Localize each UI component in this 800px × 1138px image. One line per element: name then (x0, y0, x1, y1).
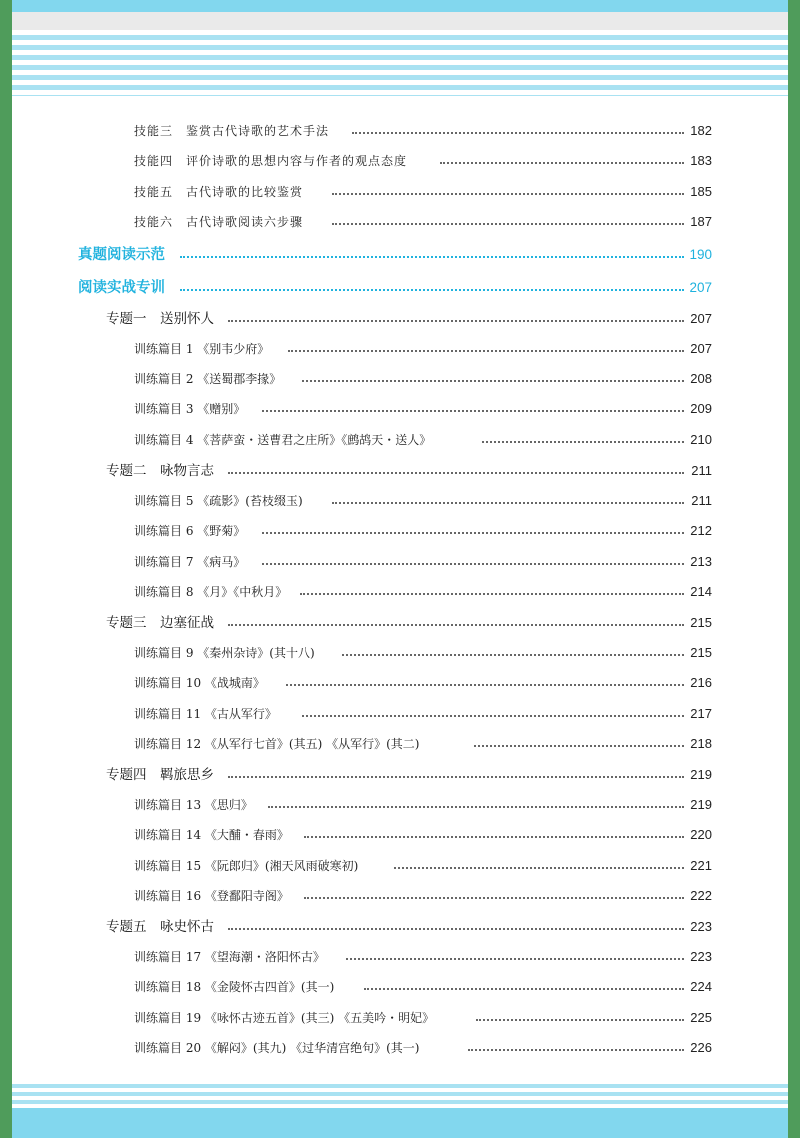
toc-entry[interactable] (12, 793, 788, 817)
toc-entry-title: 训练篇目 8 《月》《中秋月》 (134, 580, 287, 604)
toc-entry-page: 207 (688, 337, 712, 361)
header-stripes (12, 30, 788, 96)
toc-entry[interactable] (12, 397, 788, 421)
toc-entry[interactable] (12, 975, 788, 999)
toc-section-page: 207 (687, 276, 712, 300)
toc-entry-page: 220 (688, 823, 712, 847)
toc-entry[interactable] (12, 519, 788, 543)
toc-entry-page: 185 (688, 180, 712, 204)
top-band (12, 0, 788, 12)
toc-entry-title: 技能四 评价诗歌的思想内容与作者的观点态度 (134, 149, 407, 173)
toc-entry[interactable] (12, 1036, 788, 1060)
toc-entry[interactable] (12, 732, 788, 756)
dot-leader (286, 684, 684, 686)
toc-entry-page: 187 (688, 210, 712, 234)
dot-leader (180, 256, 684, 258)
toc-topic[interactable] (12, 307, 788, 331)
toc-entry-title: 训练篇目 6 《野菊》 (134, 519, 245, 543)
dot-leader (180, 289, 684, 291)
toc-entry[interactable] (12, 489, 788, 513)
toc-entry-page: 226 (688, 1036, 712, 1060)
toc-topic-title: 专题五 咏史怀古 (106, 915, 214, 939)
toc-entry[interactable] (12, 1006, 788, 1030)
toc-entry-page: 222 (688, 884, 712, 908)
toc-entry[interactable] (12, 854, 788, 878)
toc-section-title: 真题阅读示范 (78, 243, 165, 267)
toc-entry-page: 216 (688, 671, 712, 695)
toc-entry-page: 213 (688, 550, 712, 574)
dot-leader (342, 654, 684, 656)
toc-entry-page: 210 (688, 428, 712, 452)
dot-leader (476, 1019, 684, 1021)
toc-topic-title: 专题二 咏物言志 (106, 459, 214, 483)
toc-entry[interactable] (12, 702, 788, 726)
toc-section[interactable] (12, 243, 788, 267)
toc-entry-title: 训练篇目 20 《解闷》(其九) 《过华清宫绝句》(其一) (134, 1036, 419, 1060)
toc-topic-page: 223 (688, 915, 712, 939)
toc-entry-title: 技能六 古代诗歌阅读六步骤 (134, 210, 303, 234)
toc-entry-title: 训练篇目 13 《思归》 (134, 793, 253, 817)
toc-entry[interactable] (12, 119, 788, 143)
toc-entry-page: 183 (688, 149, 712, 173)
toc-entry-page: 212 (688, 519, 712, 543)
toc-entry-title: 训练篇目 4 《菩萨蛮・送曹君之庄所》《鹧鸪天・送人》 (134, 428, 431, 452)
bottom-band (12, 1108, 788, 1138)
toc-entry-page: 211 (689, 489, 712, 513)
toc-entry[interactable] (12, 671, 788, 695)
toc-entry[interactable] (12, 823, 788, 847)
dot-leader (262, 563, 684, 565)
toc-entry[interactable] (12, 367, 788, 391)
dot-leader (288, 350, 684, 352)
toc-entry-page: 223 (688, 945, 712, 969)
toc-section-title: 阅读实战专训 (78, 276, 165, 300)
toc-entry-page: 209 (688, 397, 712, 421)
toc-page (12, 0, 788, 1138)
toc-entry-title: 训练篇目 17 《望海潮・洛阳怀古》 (134, 945, 325, 969)
toc-entry-page: 218 (688, 732, 712, 756)
dot-leader (332, 502, 684, 504)
dot-leader (332, 193, 684, 195)
toc-entry[interactable] (12, 210, 788, 234)
toc-topic-title: 专题一 送别怀人 (106, 307, 214, 331)
dot-leader (268, 806, 684, 808)
top-grey-strip (12, 12, 788, 30)
dot-leader (364, 988, 684, 990)
dot-leader (302, 715, 684, 717)
dot-leader (482, 441, 684, 443)
toc-topic-page: 207 (688, 307, 712, 331)
toc-topic[interactable] (12, 763, 788, 787)
toc-entry-title: 训练篇目 18 《金陵怀古四首》(其一) (134, 975, 334, 999)
dot-leader (228, 776, 684, 778)
toc-entry-title: 训练篇目 2 《送蜀郡李掾》 (134, 367, 281, 391)
toc-entry-title: 技能三 鉴赏古代诗歌的艺术手法 (134, 119, 329, 143)
dot-leader (228, 928, 684, 930)
toc-topic-page: 215 (688, 611, 712, 635)
toc-entry-page: 225 (688, 1006, 712, 1030)
toc-entry-title: 训练篇目 11 《古从军行》 (134, 702, 277, 726)
toc-entry-title: 训练篇目 10 《战城南》 (134, 671, 265, 695)
dot-leader (262, 532, 684, 534)
toc-entry-title: 训练篇目 12 《从军行七首》(其五) 《从军行》(其二) (134, 732, 419, 756)
dot-leader (304, 897, 684, 899)
dot-leader (352, 132, 684, 134)
toc-entry-title: 技能五 古代诗歌的比较鉴赏 (134, 180, 303, 204)
toc-entry[interactable] (12, 149, 788, 173)
toc-section[interactable] (12, 276, 788, 300)
toc-entry-page: 219 (688, 793, 712, 817)
toc-entry-page: 224 (688, 975, 712, 999)
toc-topic[interactable] (12, 611, 788, 635)
toc-topic-page: 211 (689, 459, 712, 483)
toc-entry-page: 215 (688, 641, 712, 665)
toc-entry-title: 训练篇目 7 《病马》 (134, 550, 245, 574)
toc-entry-title: 训练篇目 3 《赠别》 (134, 397, 245, 421)
dot-leader (468, 1049, 684, 1051)
toc-entry[interactable] (12, 550, 788, 574)
dot-leader (304, 836, 684, 838)
toc-entry-page: 214 (688, 580, 712, 604)
toc-entry-page: 208 (688, 367, 712, 391)
toc-topic[interactable] (12, 459, 788, 483)
dot-leader (474, 745, 684, 747)
toc-entry[interactable] (12, 180, 788, 204)
toc-topic-title: 专题三 边塞征战 (106, 611, 214, 635)
dot-leader (262, 410, 684, 412)
dot-leader (300, 593, 684, 595)
toc-entry-title: 训练篇目 15 《阮郎归》(湘天风雨破寒初) (134, 854, 358, 878)
toc-entry-title: 训练篇目 14 《大酺・春雨》 (134, 823, 289, 847)
toc-topic-page: 219 (688, 763, 712, 787)
toc-entry-title: 训练篇目 16 《登鄱阳寺阁》 (134, 884, 289, 908)
dot-leader (332, 223, 684, 225)
toc-entry-title: 训练篇目 9 《秦州杂诗》(其十八) (134, 641, 315, 665)
toc-entry-title: 训练篇目 19 《咏怀古迹五首》(其三) 《五美吟・明妃》 (134, 1006, 434, 1030)
toc-topic-title: 专题四 羁旅思乡 (106, 763, 214, 787)
toc-section-page: 190 (687, 243, 712, 267)
dot-leader (228, 320, 684, 322)
toc-entry[interactable] (12, 337, 788, 361)
toc-topic[interactable] (12, 915, 788, 939)
toc-entry[interactable] (12, 884, 788, 908)
dot-leader (302, 380, 684, 382)
dot-leader (394, 867, 684, 869)
dot-leader (440, 162, 684, 164)
toc-entry-title: 训练篇目 1 《别韦少府》 (134, 337, 269, 361)
toc-entry[interactable] (12, 641, 788, 665)
toc-entry[interactable] (12, 428, 788, 452)
toc-entry-page: 217 (688, 702, 712, 726)
toc-entry-page: 182 (688, 119, 712, 143)
toc-entry-page: 221 (688, 854, 712, 878)
dot-leader (346, 958, 684, 960)
toc-entry[interactable] (12, 945, 788, 969)
dot-leader (228, 624, 684, 626)
toc-entry[interactable] (12, 580, 788, 604)
dot-leader (228, 472, 684, 474)
toc-entry-title: 训练篇目 5 《疏影》(苔枝缀玉) (134, 489, 303, 513)
footer-stripes (12, 1080, 788, 1108)
